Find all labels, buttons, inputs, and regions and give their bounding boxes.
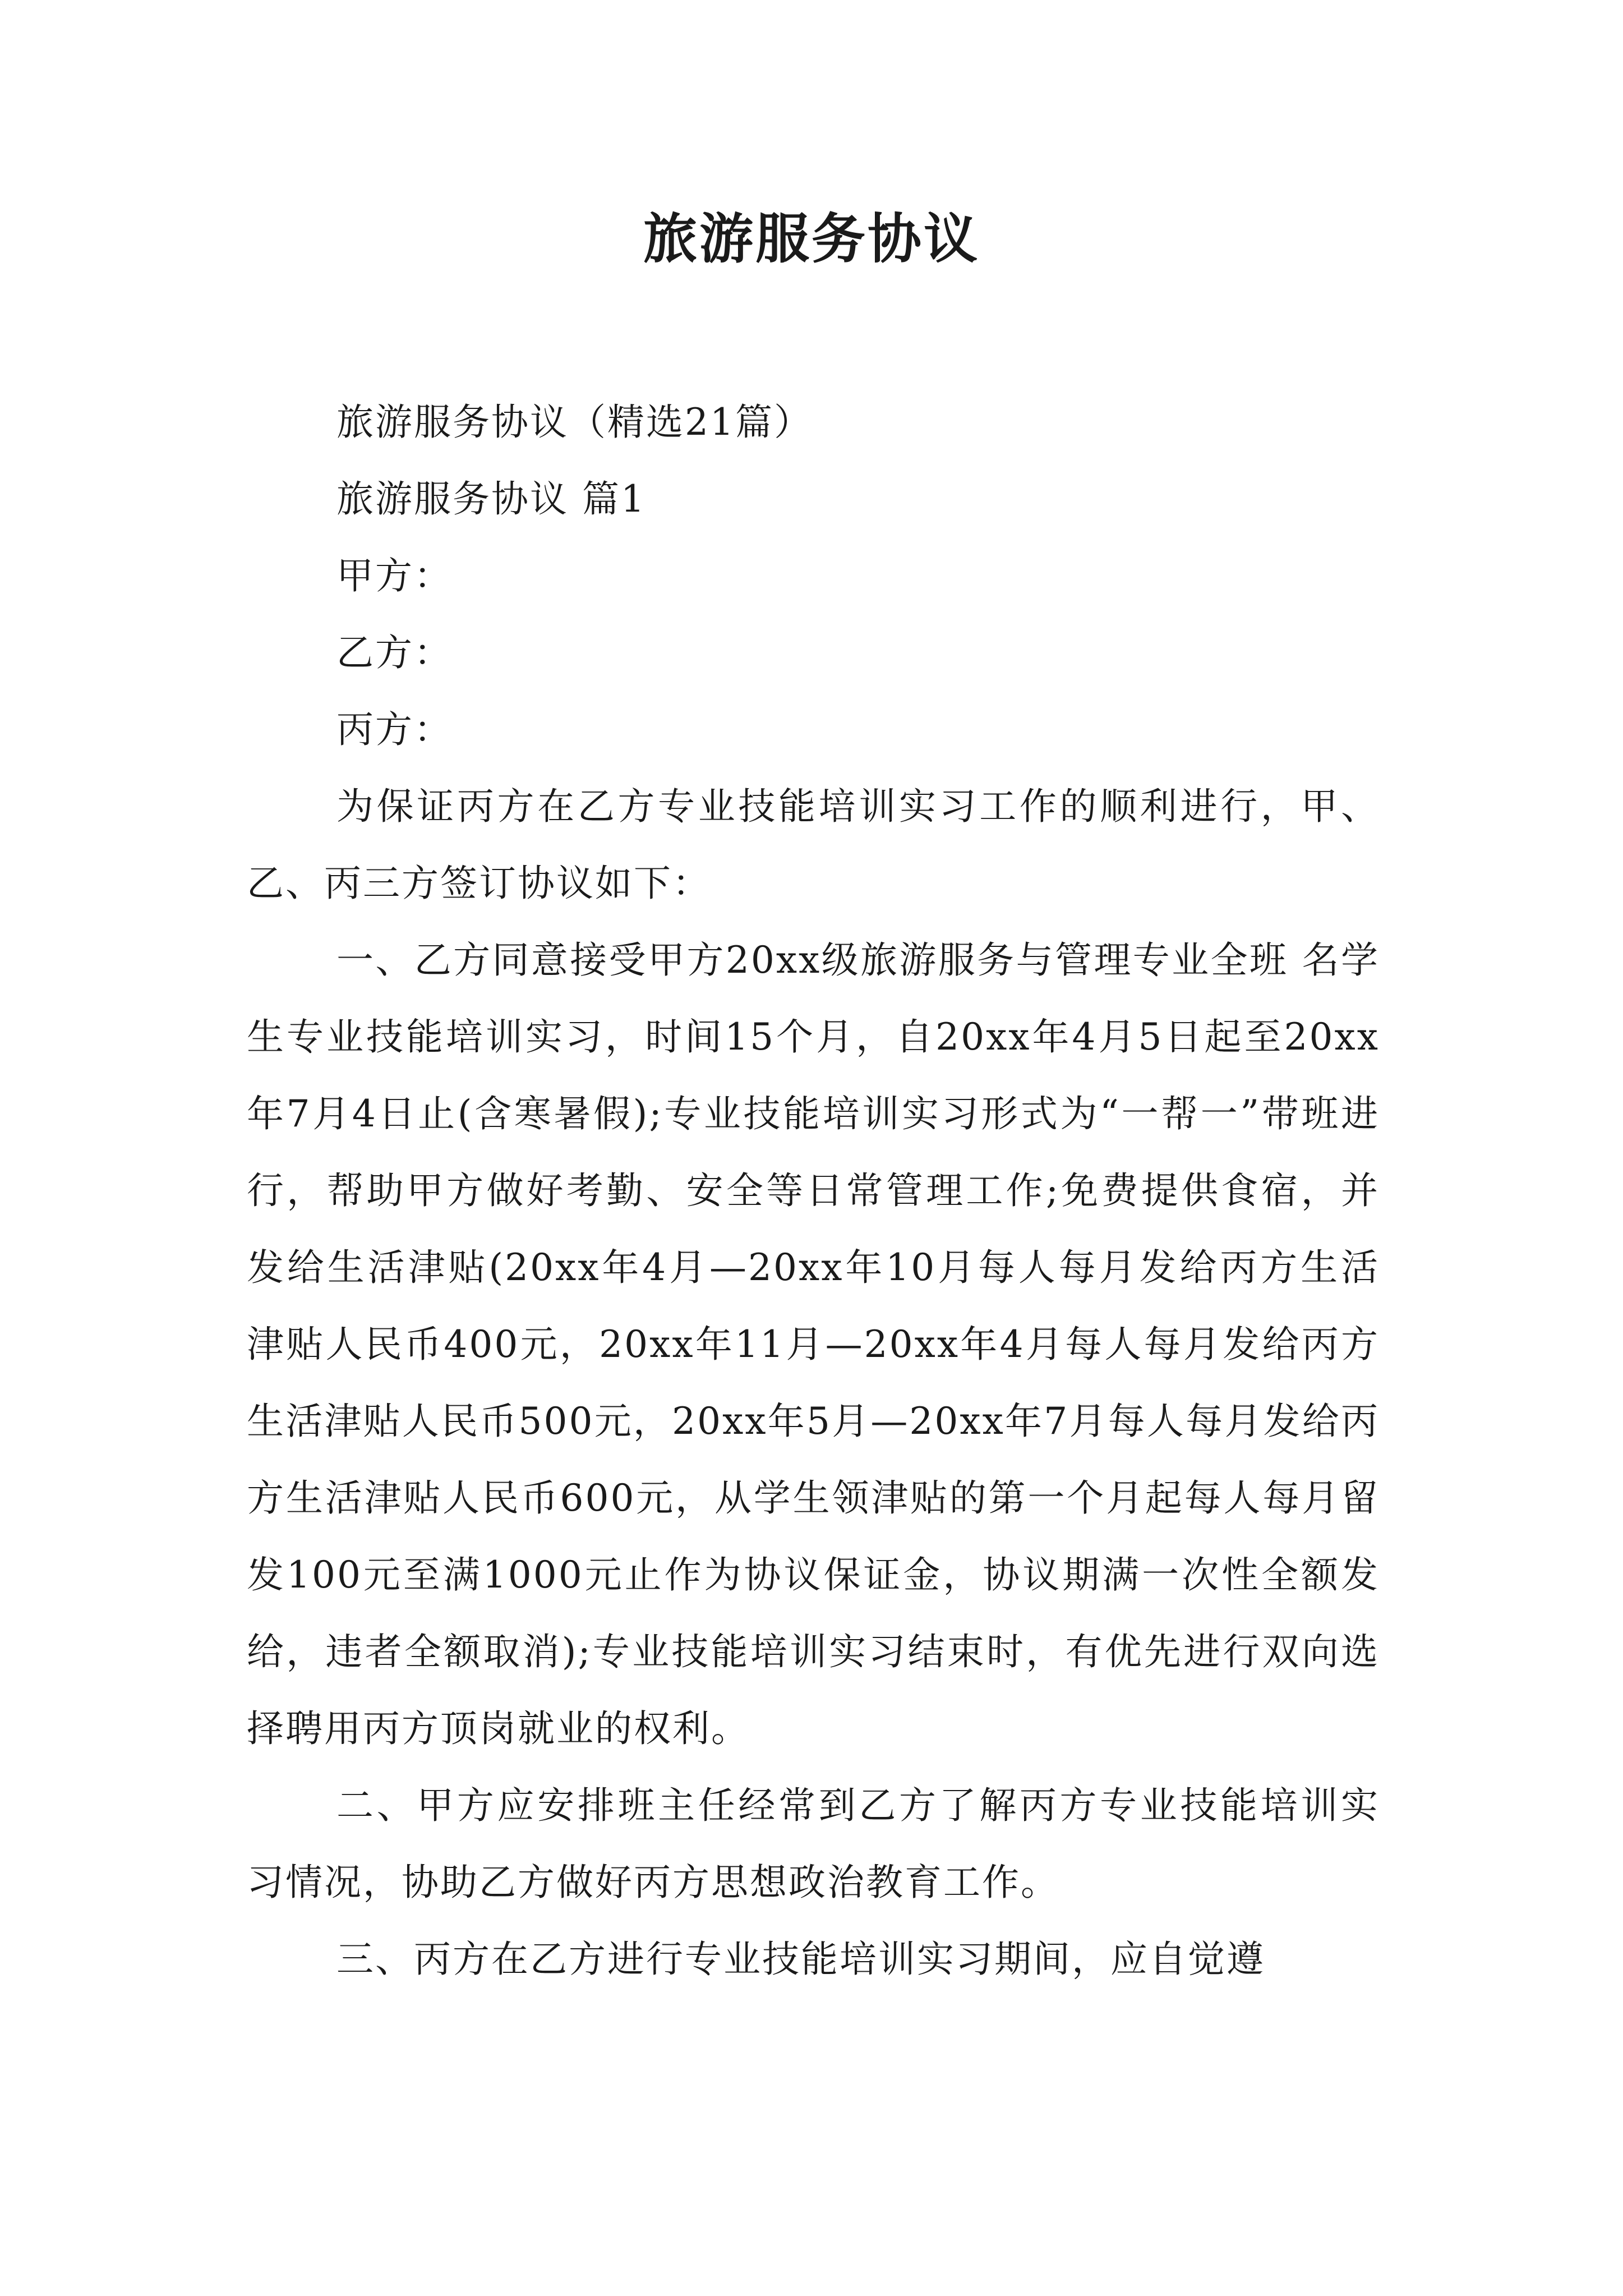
clause-2-paragraph: 二、甲方应安排班主任经常到乙方了解丙方专业技能培训实习情况，协助乙方做好丙方思想政治教育工作。	[247, 1784, 1380, 1904]
party-b-line: 乙方：	[336, 631, 453, 674]
clause-3-paragraph: 三、丙方在乙方进行专业技能培训实习期间，应自觉遵	[336, 1938, 1265, 1981]
section-heading: 旅游服务协议 篇1	[336, 477, 646, 521]
document-title: 旅游服务协议	[643, 207, 980, 270]
intro-paragraph: 为保证丙方在乙方专业技能培训实习工作的顺利进行，甲、乙、丙三方签订协议如下：	[247, 785, 1380, 905]
subtitle-line: 旅游服务协议（精选21篇）	[336, 401, 813, 444]
party-c-line: 丙方：	[336, 708, 453, 751]
party-a-line: 甲方：	[336, 554, 453, 597]
clause-1-paragraph: 一、乙方同意接受甲方20xx级旅游服务与管理专业全班 名学生专业技能培训实习，时间15个月，自20xx年4月5日起至20xx年7月4日止(含寒暑假);专业技能培训实习形式为“一帮一”带班进行，帮助甲方做好考勤、安全等日常管理工作;免费提供食宿，并发给生活津贴(20xx年4月—20xx年10月每人每月发给丙方生活津贴人民币400元，20xx年11月—20xx年4月每人每月发给丙方生活津贴人民币500元，20xx年5月—20xx年7月每人每月发给丙方生活津贴人民币600元，从学生领津贴的第一个月起每人每月留发100元至满1000元止作为协议保证金，协议期满一次性全额发给，违者全额取消);专业技能培训实习结束时，有优先进行双向选择聘用丙方顶岗就业的权利。	[247, 938, 1380, 1750]
document-body	[247, 384, 1380, 1998]
